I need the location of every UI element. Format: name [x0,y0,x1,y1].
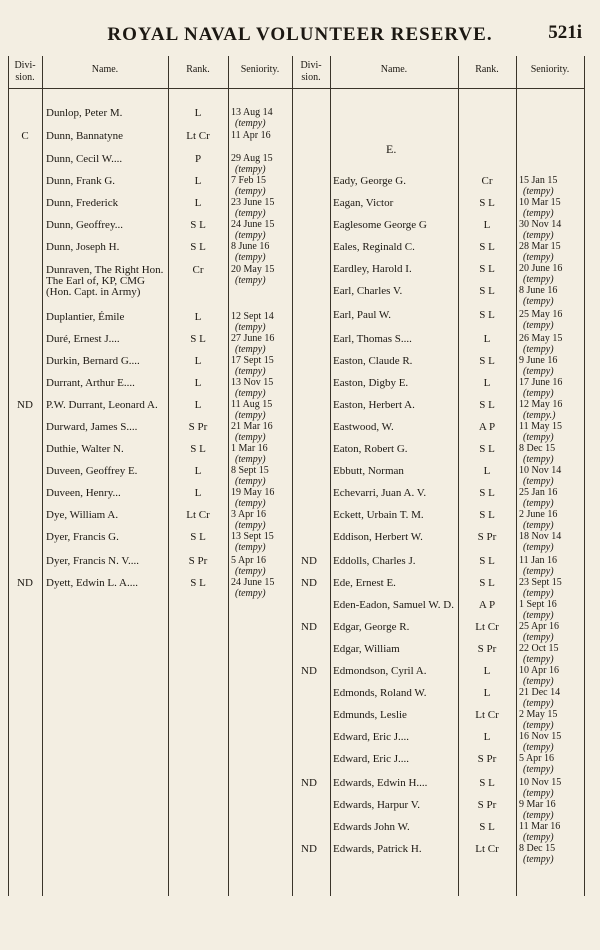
entry-rank: Lt Cr [186,130,210,142]
entry-tempy: (tempy) [235,186,266,197]
entry-name: Dunn, Bannatyne [46,130,123,142]
entry-name: Eddolls, Charles J. [333,555,416,567]
entry-tempy: (tempy) [235,344,266,355]
entry-rank: L [194,465,202,477]
entry-tempy: (tempy) [523,476,554,487]
entry-name: Edwards John W. [333,821,410,833]
entry-name: Easton, Digby E. [333,377,409,389]
entry-seniority: 25 Apr 16 [519,621,559,632]
entry-division: ND [301,555,317,567]
entry-tempy: (tempy) [523,676,554,687]
entry-name: Edmonds, Roland W. [333,687,427,699]
entry-rank: L [194,377,202,389]
entry-name: Eden-Eadon, Samuel W. D. [333,599,454,611]
rule [8,56,9,896]
entry-tempy: (tempy) [523,788,554,799]
entry-seniority: 21 Dec 14 [519,687,561,698]
entry-name: Easton, Claude R. [333,355,413,367]
entry-name: Durward, James S.... [46,421,138,433]
entry-name: Eddison, Herbert W. [333,531,423,543]
entry-name: Duré, Ernest J.... [46,333,120,345]
entry-tempy: (tempy) [523,498,554,509]
entry-tempy: (tempy) [235,588,266,599]
entry-seniority: 26 May 15 [519,333,563,344]
entry-seniority: 12 Sept 14 [231,311,274,322]
entry-rank: S L [190,219,206,231]
entry-rank: Cr [481,175,493,187]
entry-tempy: (tempy) [235,252,266,263]
entry-seniority: 8 Dec 15 [519,443,556,454]
entry-division: ND [301,777,317,789]
entry-name: Eales, Reginald C. [333,241,415,253]
entry-tempy: (tempy) [523,296,554,307]
entry-tempy: (tempy) [523,388,554,399]
entry-tempy: (tempy) [523,432,554,443]
entry-tempy: (tempy) [523,742,554,753]
entry-seniority: 8 Dec 15 [519,843,556,854]
entry-name: Eastwood, W. [333,421,394,433]
entry-tempy: (tempy) [235,454,266,465]
entry-tempy: (tempy) [523,566,554,577]
section-letter: E. [386,142,397,156]
entry-seniority: 11 May 15 [519,421,562,432]
entry-name: Eckett, Urbain T. M. [333,509,424,521]
entry-name: Eady, George G. [333,175,407,187]
entry-seniority: 17 June 16 [519,377,563,388]
entry-seniority: 21 Mar 16 [231,421,273,432]
entry-division: ND [17,577,33,589]
entry-rank: S Pr [477,799,497,811]
entry-tempy: (tempy) [235,164,266,175]
entry-division: ND [17,399,33,411]
entry-rank: A P [478,421,496,433]
header-rank: Rank. [186,64,210,75]
entry-division: ND [301,621,317,633]
entry-rank: S L [479,821,495,833]
entry-seniority: 2 June 16 [519,509,558,520]
entry-seniority: 5 Apr 16 [231,555,266,566]
entry-seniority: 20 June 16 [519,263,563,274]
entry-rank: S L [190,333,206,345]
entry-rank: L [194,487,202,499]
entry-rank: S Pr [477,531,497,543]
entry-name: Dyer, Francis G. [46,531,119,543]
entry-name: Earl, Paul W. [333,309,392,321]
entry-seniority: 19 May 16 [231,487,275,498]
entry-seniority: 11 Mar 16 [519,821,561,832]
entry-seniority: 8 June 16 [231,241,270,252]
entry-tempy: (tempy) [523,366,554,377]
entry-seniority: 11 Aug 15 [231,399,273,410]
entry-tempy: (tempy) [523,208,554,219]
entry-name: Dunlop, Peter M. [46,107,123,119]
entry-rank: L [483,333,491,345]
entry-tempy: (tempy) [523,810,554,821]
entry-name: Edwards, Edwin H.... [333,777,428,789]
entry-rank: S L [479,197,495,209]
entry-tempy: (tempy) [523,764,554,775]
entry-seniority: 10 Nov 15 [519,777,562,788]
entry-tempy: (tempy) [235,208,266,219]
entry-name: Easton, Herbert A. [333,399,415,411]
entry-rank: L [194,197,202,209]
entry-seniority: 8 Sept 15 [231,465,269,476]
entry-seniority: 27 June 16 [231,333,275,344]
entry-name: Edmondson, Cyril A. [333,665,427,677]
rule [516,56,517,896]
entry-tempy: (tempy) [523,542,554,553]
entry-tempy: (tempy) [235,388,266,399]
entry-name: Ebbutt, Norman [333,465,404,477]
entry-rank: S L [190,241,206,253]
entry-division: ND [301,665,317,677]
entry-seniority: 11 Jan 16 [519,555,557,566]
entry-tempy: (tempy) [523,654,554,665]
entry-name: Dunn, Joseph H. [46,241,120,253]
entry-seniority: 16 Nov 15 [519,731,562,742]
entry-name: Echevarri, Juan A. V. [333,487,427,499]
entry-seniority: 23 June 15 [231,197,275,208]
entry-rank: S L [479,577,495,589]
entry-seniority: 13 Nov 15 [231,377,274,388]
entry-name: Durrant, Arthur E.... [46,377,135,389]
entry-division: ND [301,843,317,855]
header-division: Divi-sion. [300,60,322,83]
entry-division: C [21,130,29,142]
entry-rank: L [194,107,202,119]
entry-rank: S L [479,355,495,367]
entry-tempy: (tempy) [523,344,554,355]
entry-tempy: (tempy) [235,432,266,443]
entry-name: Dyett, Edwin L. A.... [46,577,138,589]
entry-tempy: (tempy) [523,274,554,285]
rule [330,56,331,896]
entry-rank: S L [479,487,495,499]
entry-name: Dunn, Cecil W.... [46,153,123,165]
entry-rank: L [194,355,202,367]
entry-name: Durkin, Bernard G.... [46,355,140,367]
entry-rank: L [194,311,202,323]
entry-tempy: (tempy) [235,366,266,377]
entry-seniority: 10 Nov 14 [519,465,562,476]
entry-rank: S Pr [188,421,208,433]
entry-name: Edmunds, Leslie [333,709,407,721]
entry-rank: L [483,465,491,477]
entry-tempy: (tempy) [523,252,554,263]
entry-name: Eardley, Harold I. [333,263,412,275]
entry-seniority: 28 Mar 15 [519,241,561,252]
entry-rank: Lt Cr [475,621,499,633]
entry-seniority: 8 June 16 [519,285,558,296]
entry-name: Dye, William A. [46,509,119,521]
entry-seniority: 10 Apr 16 [519,665,559,676]
entry-seniority: 20 May 15 [231,264,275,275]
entry-name: Eaton, Robert G. [333,443,408,455]
entry-seniority: 18 Nov 14 [519,531,562,542]
entry-seniority: 5 Apr 16 [519,753,554,764]
entry-rank: S L [479,263,495,275]
entry-tempy: (tempy) [235,520,266,531]
entry-rank: S Pr [188,555,208,567]
entry-seniority: 11 Apr 16 [231,130,271,141]
entry-rank: S L [190,577,206,589]
entry-tempy: (tempy) [523,588,554,599]
entry-rank: L [194,175,202,187]
entry-name: Eaglesome George G [333,219,427,231]
entry-seniority: 9 Mar 16 [519,799,556,810]
entry-seniority: 29 Aug 15 [231,153,273,164]
entry-name: Ede, Ernest E. [333,577,396,589]
entry-seniority: 24 June 15 [231,219,275,230]
header-name: Name. [91,64,119,75]
entry-rank: S L [479,777,495,789]
header-seniority: Seniority. [240,64,280,75]
entry-name: Edgar, William [333,643,400,655]
entry-seniority: 15 Jan 15 [519,175,558,186]
entry-rank: S L [479,399,495,411]
rule [292,56,293,896]
entry-rank: S Pr [477,753,497,765]
entry-tempy: (tempy) [523,632,554,643]
entry-tempy: (tempy) [235,566,266,577]
entry-name: Edwards, Patrick H. [333,843,422,855]
entry-seniority: 12 May 16 [519,399,563,410]
entry-tempy: (tempy) [523,698,554,709]
entry-tempy: (tempy) [523,520,554,531]
entry-tempy: (tempy) [235,410,266,421]
entry-name: P.W. Durrant, Leonard A. [46,399,158,411]
entry-name: Dunn, Frederick [46,197,119,209]
entry-rank: L [194,399,202,411]
entry-seniority: 23 Sept 15 [519,577,562,588]
header-rank: Rank. [475,64,499,75]
entry-tempy: (tempy) [235,275,266,286]
entry-rank: S L [479,555,495,567]
header-rule [8,88,584,89]
entry-rank: L [483,377,491,389]
entry-seniority: 1 Sept 16 [519,599,557,610]
entry-rank: Lt Cr [475,709,499,721]
rule [584,56,585,896]
entry-tempy: (tempy) [523,610,554,621]
rule [42,56,43,896]
entry-name: Edward, Eric J.... [333,731,410,743]
entry-name: Edgar, George R. [333,621,410,633]
entry-rank: S L [479,443,495,455]
entry-tempy: (tempy) [523,720,554,731]
entry-rank: P [194,153,202,165]
entry-rank: Lt Cr [186,509,210,521]
entry-name: Dunn, Frank G. [46,175,116,187]
entry-rank: S L [479,509,495,521]
header-seniority: Seniority. [530,64,570,75]
entry-tempy: (tempy) [235,476,266,487]
entry-seniority: 17 Sept 15 [231,355,274,366]
entry-rank: L [483,731,491,743]
entry-tempy: (tempy) [523,454,554,465]
entry-division: ND [301,577,317,589]
entry-tempy: (tempy) [235,322,266,333]
entry-rank: Lt Cr [475,843,499,855]
entry-name: Edward, Eric J.... [333,753,410,765]
entry-rank: Cr [192,264,204,276]
entry-seniority: 25 May 16 [519,309,563,320]
entry-rank: S L [190,443,206,455]
entry-name: Eagan, Victor [333,197,394,209]
entry-seniority: 9 June 16 [519,355,558,366]
entry-seniority: 3 Apr 16 [231,509,266,520]
entry-tempy: (tempy) [235,118,266,129]
page-title: ROYAL NAVAL VOLUNTEER RESERVE. [107,24,493,45]
entry-name: Duveen, Geoffrey E. [46,465,138,477]
entry-rank: L [483,687,491,699]
entry-seniority: 22 Oct 15 [519,643,559,654]
header-division: Divi-sion. [14,60,36,83]
entry-tempy: (tempy) [523,854,554,865]
entry-name: Duplantier, Émile [46,311,125,323]
entry-rank: L [483,665,491,677]
entry-name: Dunraven, The Right Hon. The Earl of, KP, CMG (Hon. Capt. in Army) [46,264,164,298]
entry-name: Earl, Thomas S.... [333,333,412,345]
entry-seniority: 25 Jan 16 [519,487,558,498]
entry-rank: S L [479,309,495,321]
rule [228,56,229,896]
entry-tempy: (tempy) [235,498,266,509]
entry-name: Dunn, Geoffrey... [46,219,123,231]
entry-tempy: (tempy.) [523,410,556,421]
entry-name: Dyer, Francis N. V.... [46,555,139,567]
entry-seniority: 10 Mar 15 [519,197,561,208]
entry-tempy: (tempy) [235,230,266,241]
entry-rank: S Pr [477,643,497,655]
entry-name: Duveen, Henry... [46,487,121,499]
entry-name: Duthie, Walter N. [46,443,124,455]
entry-name: Edwards, Harpur V. [333,799,420,811]
entry-seniority: 13 Sept 15 [231,531,274,542]
entry-name: Earl, Charles V. [333,285,403,297]
entry-rank: S L [190,531,206,543]
page-number: 521i [548,22,582,43]
entry-rank: A P [478,599,496,611]
entry-tempy: (tempy) [523,230,554,241]
entry-seniority: 24 June 15 [231,577,275,588]
entry-rank: S L [479,285,495,297]
entry-seniority: 7 Feb 15 [231,175,266,186]
entry-rank: S L [479,241,495,253]
entry-seniority: 30 Nov 14 [519,219,562,230]
entry-tempy: (tempy) [523,320,554,331]
entry-tempy: (tempy) [235,542,266,553]
header-name: Name. [380,64,408,75]
entry-seniority: 1 Mar 16 [231,443,268,454]
entry-tempy: (tempy) [523,832,554,843]
entry-seniority: 13 Aug 14 [231,107,273,118]
entry-seniority: 2 May 15 [519,709,558,720]
entry-rank: L [483,219,491,231]
entry-tempy: (tempy) [523,186,554,197]
